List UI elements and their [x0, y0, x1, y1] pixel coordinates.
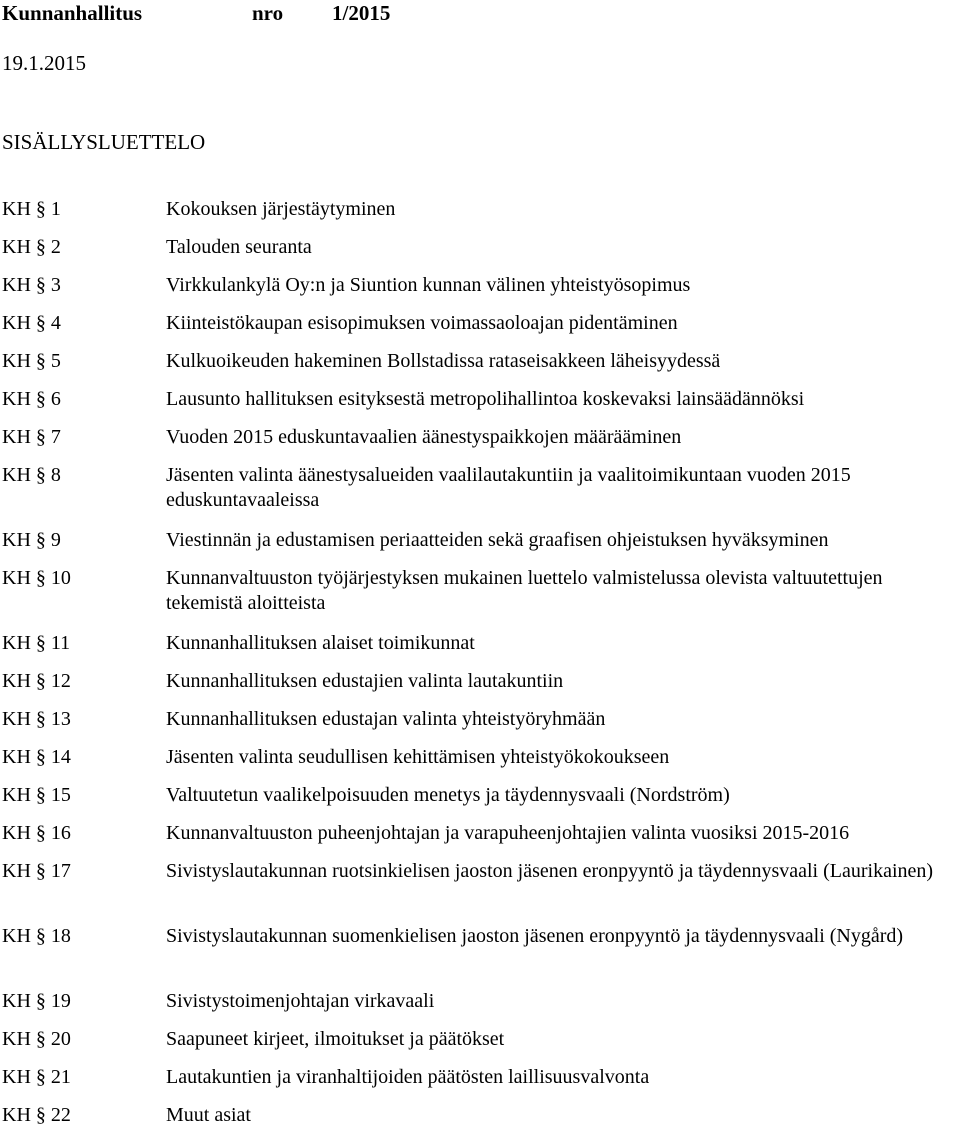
- section-title: Kunnanhallituksen edustajien valinta lautakuntiin: [166, 670, 564, 692]
- section-number: KH § 10: [2, 567, 71, 589]
- section-title: Jäsenten valinta äänestysalueiden vaalilautakuntiin ja vaalitoimikuntaan vuoden 2015 eduskuntavaaleissa: [166, 464, 851, 511]
- section-title: Kulkuoikeuden hakeminen Bollstadissa rataseisakkeen läheisyydessä: [166, 350, 721, 372]
- section-title: Lautakuntien ja viranhaltijoiden päätösten laillisuusvalvonta: [166, 1066, 650, 1088]
- section-number: KH § 18: [2, 925, 71, 947]
- section-title: Kunnanvaltuuston työjärjestyksen mukainen luettelo valmistelussa olevista valtuutettujen tekemistä aloitteista: [166, 567, 883, 614]
- section-title: Sivistyslautakunnan suomenkielisen jaoston jäsenen eronpyyntö ja täydennysvaali (Nygård): [166, 925, 904, 947]
- section-title: Kunnanhallituksen edustajan valinta yhteistyöryhmään: [166, 708, 606, 730]
- document-header: [2, 0, 390, 26]
- section-number: KH § 13: [2, 708, 71, 730]
- section-number: KH § 17: [2, 860, 71, 882]
- section-number: KH § 3: [2, 274, 61, 296]
- section-title: Kunnanhallituksen alaiset toimikunnat: [166, 632, 475, 654]
- section-number: KH § 11: [2, 632, 71, 654]
- section-title: Viestinnän ja edustamisen periaatteiden sekä graafisen ohjeistuksen hyväksyminen: [166, 529, 829, 551]
- section-title: Virkkulankylä Oy:n ja Siuntion kunnan välinen yhteistyösopimus: [166, 274, 691, 296]
- section-title: Muut asiat: [166, 1104, 251, 1126]
- section-number: KH § 15: [2, 784, 71, 806]
- section-title: Saapuneet kirjeet, ilmoitukset ja päätökset: [166, 1028, 505, 1050]
- section-number: KH § 22: [2, 1104, 71, 1126]
- meeting-number: 1/2015: [332, 1, 391, 25]
- section-number: KH § 1: [2, 198, 61, 220]
- section-number: KH § 8: [2, 464, 61, 486]
- organ-name: Kunnanhallitus: [2, 1, 143, 25]
- section-title: Talouden seuranta: [166, 236, 312, 258]
- section-number: KH § 21: [2, 1066, 71, 1088]
- meeting-date: 19.1.2015: [2, 51, 86, 75]
- section-number: KH § 12: [2, 670, 71, 692]
- section-title: Kunnanvaltuuston puheenjohtajan ja varapuheenjohtajien valinta vuosiksi 2015-2016: [166, 822, 850, 844]
- section-number: KH § 5: [2, 350, 61, 372]
- section-number: KH § 2: [2, 236, 61, 258]
- section-title: Kokouksen järjestäytyminen: [166, 198, 396, 220]
- section-number: KH § 16: [2, 822, 71, 844]
- section-title: Sivistyslautakunnan ruotsinkielisen jaoston jäsenen eronpyyntö ja täydennysvaali (Laurikainen): [166, 860, 934, 882]
- section-number: KH § 4: [2, 312, 61, 334]
- section-number: KH § 20: [2, 1028, 71, 1050]
- nro-label: nro: [252, 1, 284, 25]
- section-title: Valtuutetun vaalikelpoisuuden menetys ja täydennysvaali (Nordström): [166, 784, 730, 806]
- section-number: KH § 19: [2, 990, 71, 1012]
- section-number: KH § 6: [2, 388, 61, 410]
- toc-title: SISÄLLYSLUETTELO: [2, 130, 206, 154]
- section-number: KH § 9: [2, 529, 61, 551]
- section-number: KH § 7: [2, 426, 61, 448]
- section-title: Jäsenten valinta seudullisen kehittämisen yhteistyökokoukseen: [166, 746, 670, 768]
- section-title: Lausunto hallituksen esityksestä metropolihallintoa koskevaksi lainsäädännöksi: [166, 388, 805, 410]
- section-title: Sivistystoimenjohtajan virkavaali: [166, 990, 435, 1012]
- section-number: KH § 14: [2, 746, 71, 768]
- section-title: Kiinteistökaupan esisopimuksen voimassaoloajan pidentäminen: [166, 312, 678, 334]
- section-title: Vuoden 2015 eduskuntavaalien äänestyspaikkojen määrääminen: [166, 426, 682, 448]
